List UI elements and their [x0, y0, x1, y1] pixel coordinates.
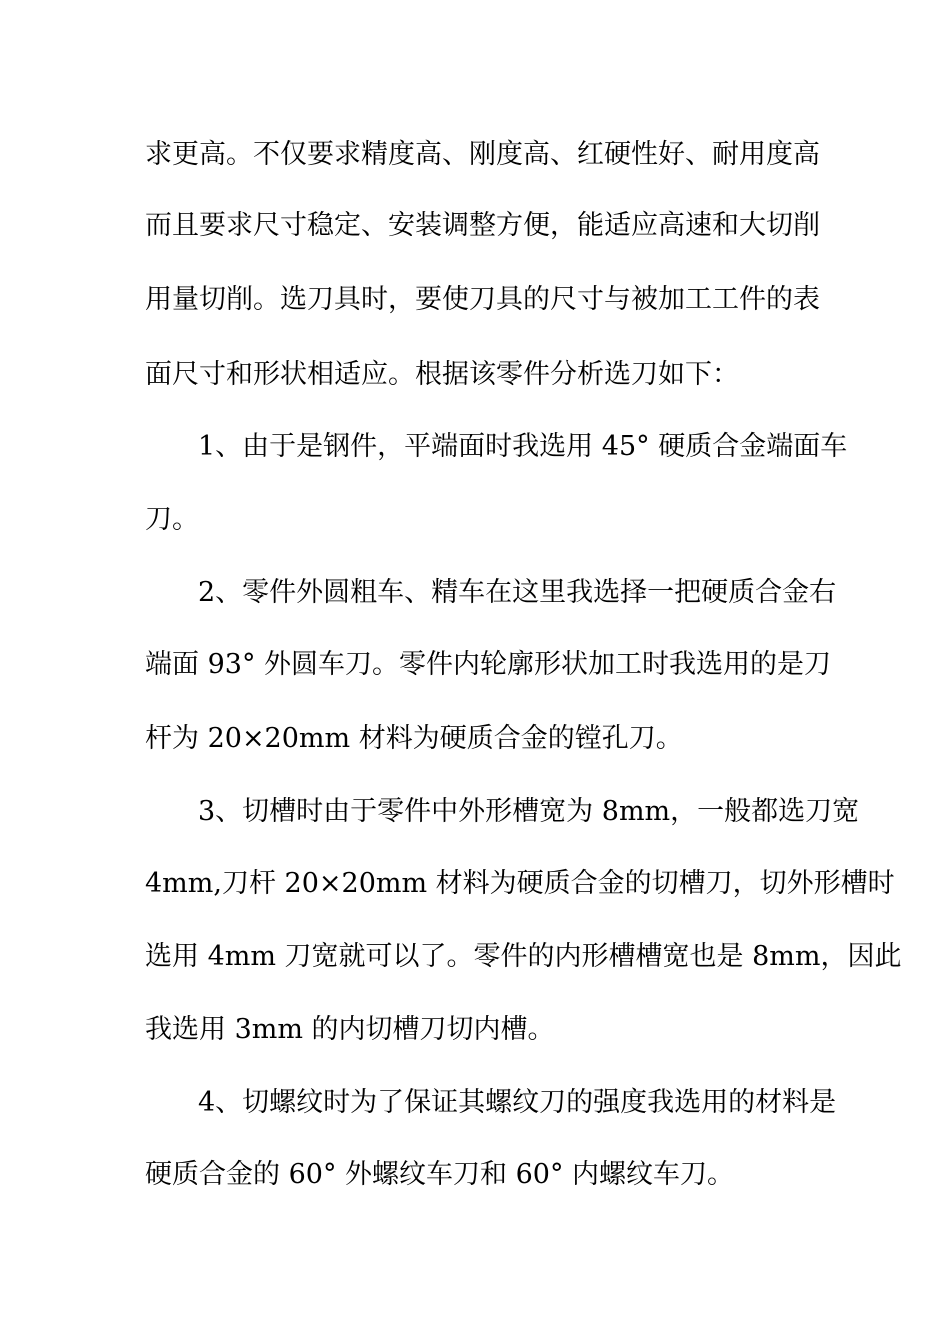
text-line: 求更高。不仅要求精度高、刚度高、红硬性好、耐用度高 — [145, 139, 820, 170]
text-line: 杆为 20×20mm 材料为硬质合金的镗孔刀。 — [145, 723, 683, 754]
text-line: 选用 4mm 刀宽就可以了。零件的内形槽槽宽也是 8mm，因此 — [145, 941, 902, 972]
text-line: 而且要求尺寸稳定、安装调整方便，能适应高速和大切削 — [145, 210, 820, 241]
text-line: 2、零件外圆粗车、精车在这里我选择一把硬质合金右 — [198, 577, 837, 608]
text-line: 刀。 — [145, 504, 199, 535]
text-line: 用量切削。选刀具时，要使刀具的尺寸与被加工工件的表 — [145, 284, 820, 315]
text-line: 面尺寸和形状相适应。根据该零件分析选刀如下： — [145, 359, 739, 390]
text-line: 4、切螺纹时为了保证其螺纹刀的强度我选用的材料是 — [198, 1087, 837, 1118]
text-line: 我选用 3mm 的内切槽刀切内槽。 — [145, 1014, 555, 1045]
text-line: 端面 93° 外圆车刀。零件内轮廓形状加工时我选用的是刀 — [145, 649, 832, 680]
text-line: 1、由于是钢件，平端面时我选用 45° 硬质合金端面车 — [198, 431, 848, 462]
text-line: 4mm,刀杆 20×20mm 材料为硬质合金的切槽刀，切外形槽时 — [145, 868, 895, 899]
text-line: 3、切槽时由于零件中外形槽宽为 8mm，一般都选刀宽 — [198, 796, 860, 827]
text-line: 硬质合金的 60° 外螺纹车刀和 60° 内螺纹车刀。 — [145, 1159, 735, 1190]
